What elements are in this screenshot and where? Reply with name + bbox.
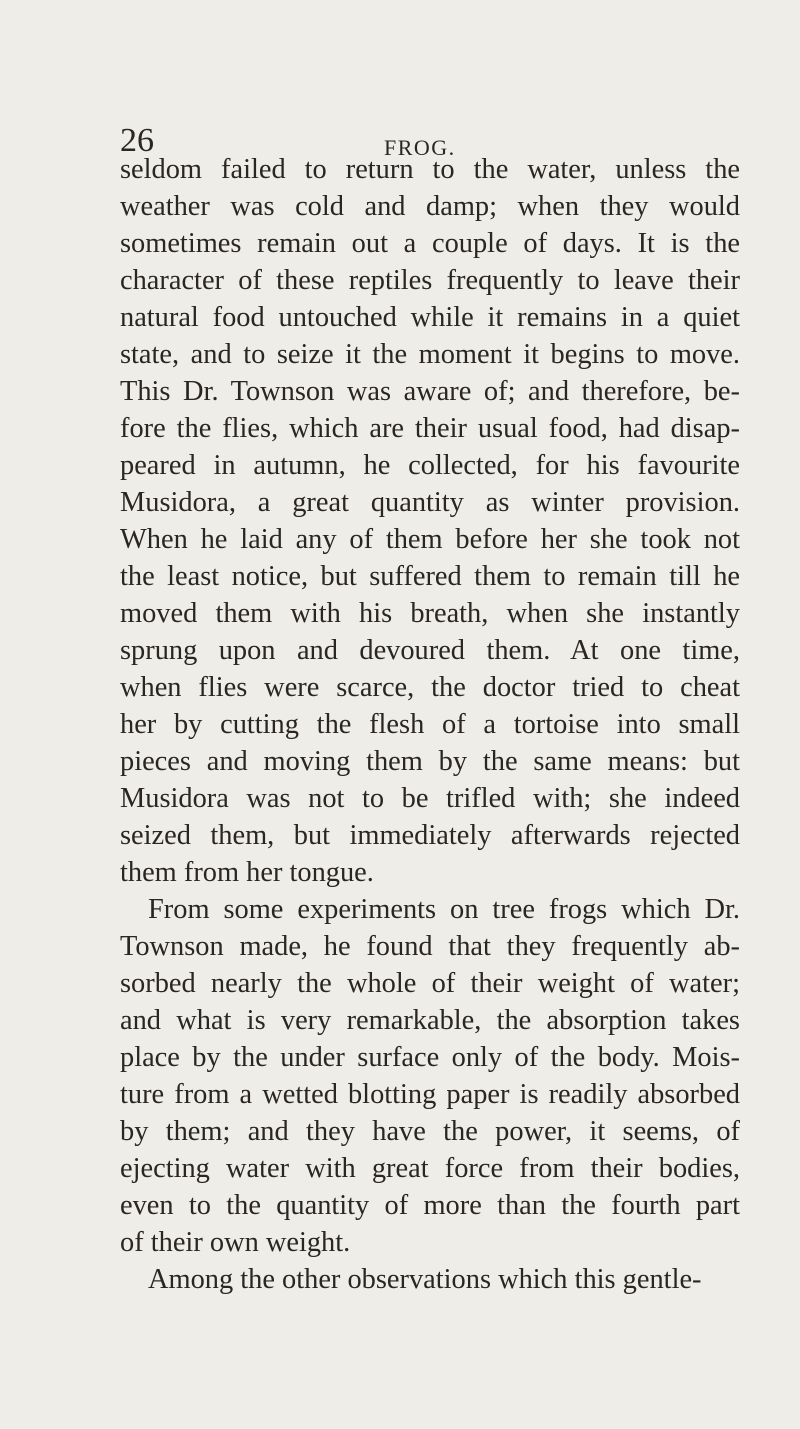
text-line: peared in autumn, he collected, for his favourite bbox=[120, 450, 740, 481]
running-head: FROG. bbox=[384, 135, 456, 160]
text-line: by them; and they have the power, it seems, of bbox=[120, 1116, 740, 1147]
text-line: This Dr. Townson was aware of; and therefore, be- bbox=[120, 376, 740, 407]
text-line: even to the quantity of more than the fourth part bbox=[120, 1190, 740, 1221]
text-line: moved them with his breath, when she instantly bbox=[120, 598, 740, 629]
text-line: From some experiments on tree frogs which Dr. bbox=[148, 894, 740, 925]
text-line: sorbed nearly the whole of their weight of water; bbox=[120, 968, 740, 999]
text-line: Townson made, he found that they frequently ab- bbox=[120, 931, 740, 962]
text-line: natural food untouched while it remains in a quiet bbox=[120, 302, 740, 333]
text-line: when flies were scarce, the doctor tried to cheat bbox=[120, 672, 740, 703]
text-line: sometimes remain out a couple of days. It is the bbox=[120, 228, 740, 259]
text-line: When he laid any of them before her she took not bbox=[120, 524, 740, 555]
text-line: fore the flies, which are their usual food, had disap- bbox=[120, 413, 740, 444]
text-line: Musidora was not to be trifled with; she indeed bbox=[120, 783, 740, 814]
text-line: the least notice, but suffered them to remain till he bbox=[120, 561, 740, 592]
text-line: place by the under surface only of the body. Mois- bbox=[120, 1042, 740, 1073]
text-line: them from her tongue. bbox=[120, 857, 374, 888]
text-line: and what is very remarkable, the absorption takes bbox=[120, 1005, 740, 1036]
page-number: 26 bbox=[120, 122, 154, 159]
text-line: sprung upon and devoured them. At one time, bbox=[120, 635, 740, 666]
text-line: Musidora, a great quantity as winter provision. bbox=[120, 487, 740, 518]
text-line: seized them, but immediately afterwards rejected bbox=[120, 820, 740, 851]
text-line: ture from a wetted blotting paper is readily absorbed bbox=[120, 1079, 740, 1110]
text-line: Among the other observations which this gentle- bbox=[148, 1264, 702, 1295]
text-line: of their own weight. bbox=[120, 1227, 351, 1258]
text-line: pieces and moving them by the same means: but bbox=[120, 746, 740, 777]
text-line: state, and to seize it the moment it begins to move. bbox=[120, 339, 740, 370]
text-line: seldom failed to return to the water, unless the bbox=[120, 154, 740, 185]
text-line: weather was cold and damp; when they would bbox=[120, 191, 740, 222]
text-line: character of these reptiles frequently to leave their bbox=[120, 265, 740, 296]
text-line: ejecting water with great force from their bodies, bbox=[120, 1153, 740, 1184]
text-line: her by cutting the flesh of a tortoise into small bbox=[120, 709, 740, 740]
